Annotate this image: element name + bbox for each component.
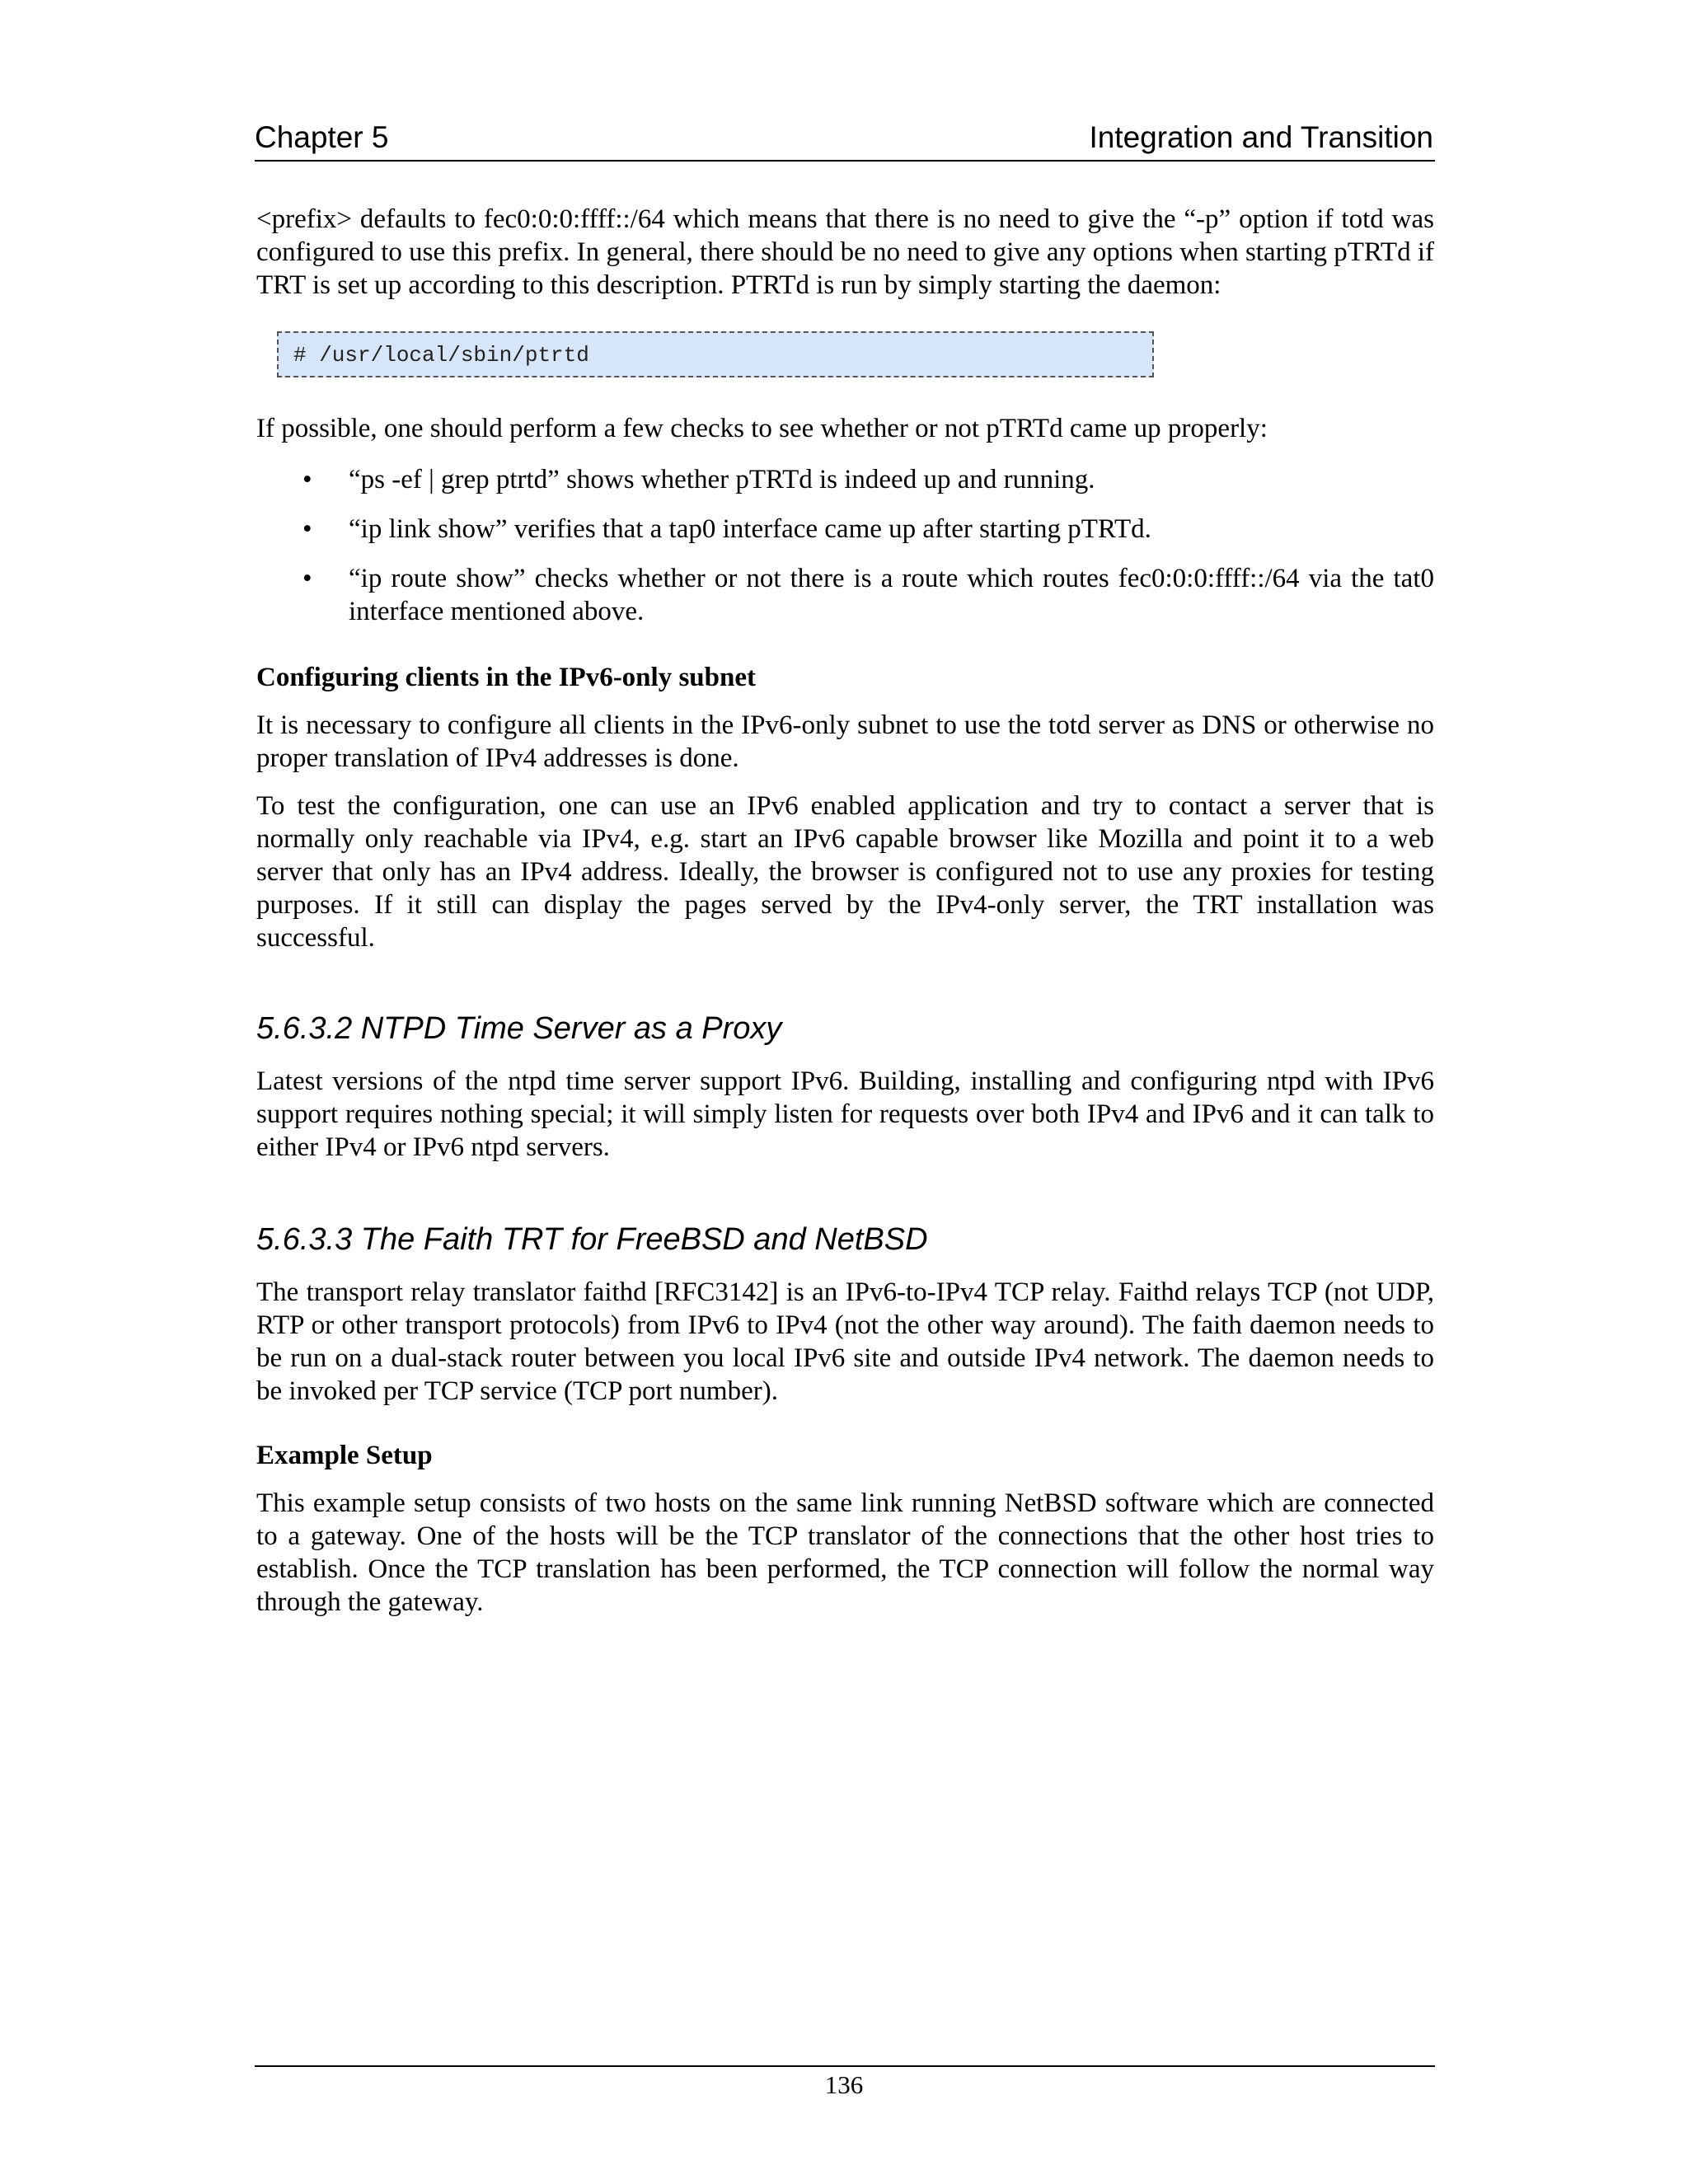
bullet-icon: • <box>302 564 312 593</box>
subheading-example-setup: Example Setup <box>256 1441 433 1470</box>
section-heading-ntpd: 5.6.3.2 NTPD Time Server as a Proxy <box>256 1011 782 1046</box>
list-item-text: “ip route show” checks whether or not there is a route which routes fec0:0:0:ffff::/64 via the tat0 interface mentioned above. <box>349 564 1434 626</box>
chapter-label: Chapter 5 <box>255 120 389 154</box>
bullet-icon: • <box>302 465 312 494</box>
paragraph-test-configuration: To test the configuration, one can use an IPv6 enabled application and try to contact a server that is normally only reachable via IPv4, e.g. start an IPv6 capable browser like Mozilla and point it to a web server that only has an IPv4 address. Ideally, the browser is configured not to use any proxies for testing purposes. If it still can display the pages served by the IPv4-only server, the TRT installation was successful. <box>256 791 1434 953</box>
list-item-text: “ip link show” verifies that a tap0 interface came up after starting pTRTd. <box>349 514 1151 544</box>
page-number: 136 <box>824 2070 864 2099</box>
paragraph-prefix-defaults: <prefix> defaults to fec0:0:0:ffff::/64 which means that there is no need to give the “-p” option if totd was configured to use this prefix. In general, there should be no need to give any options when starting pTRTd if TRT is set up according to this description. PTRTd is run by simply starting the daemon: <box>256 204 1434 300</box>
footer-rule <box>255 2065 1435 2067</box>
paragraph-faithd: The transport relay translator faithd [RFC3142] is an IPv6-to-IPv4 TCP relay. Faithd relays TCP (not UDP, RTP or other transport protocols) from IPv6 to IPv4 (not the other way around). The faith daemon needs to be run on a dual-stack router between you local IPv6 site and outside IPv4 network. The daemon needs to be invoked per TCP service (TCP port number). <box>256 1277 1434 1406</box>
bullet-icon: • <box>302 514 312 544</box>
list-item <box>256 463 1434 496</box>
code-block: # /usr/local/sbin/ptrtd <box>277 331 1154 377</box>
chapter-title: Integration and Transition <box>1089 120 1433 154</box>
paragraph-configure-clients: It is necessary to configure all clients in the IPv6-only subnet to use the totd server as DNS or otherwise no proper translation of IPv4 addresses is done. <box>256 710 1434 773</box>
paragraph-checks-intro: If possible, one should perform a few checks to see whether or not pTRTd came up properly: <box>256 414 1268 443</box>
list-item <box>256 562 1434 628</box>
list-item <box>256 513 1434 546</box>
paragraph-example-setup: This example setup consists of two hosts on the same link running NetBSD software which are connected to a gateway. One of the hosts will be the TCP translator of the connections that the other host tries to establish. Once the TCP translation has been performed, the TCP connection will follow the normal way through the gateway. <box>256 1488 1434 1617</box>
section-heading-faith-trt: 5.6.3.3 The Faith TRT for FreeBSD and NetBSD <box>256 1222 928 1257</box>
subheading-configuring-clients: Configuring clients in the IPv6-only subnet <box>256 663 756 692</box>
page-header <box>255 122 1435 162</box>
list-item-text: “ps -ef | grep ptrtd” shows whether pTRTd is indeed up and running. <box>349 465 1095 494</box>
paragraph-ntpd: Latest versions of the ntpd time server support IPv6. Building, installing and configuring ntpd with IPv6 support requires nothing special; it will simply listen for requests over both IPv4 and IPv6 and it can talk to either IPv4 or IPv6 ntpd servers. <box>256 1066 1434 1162</box>
